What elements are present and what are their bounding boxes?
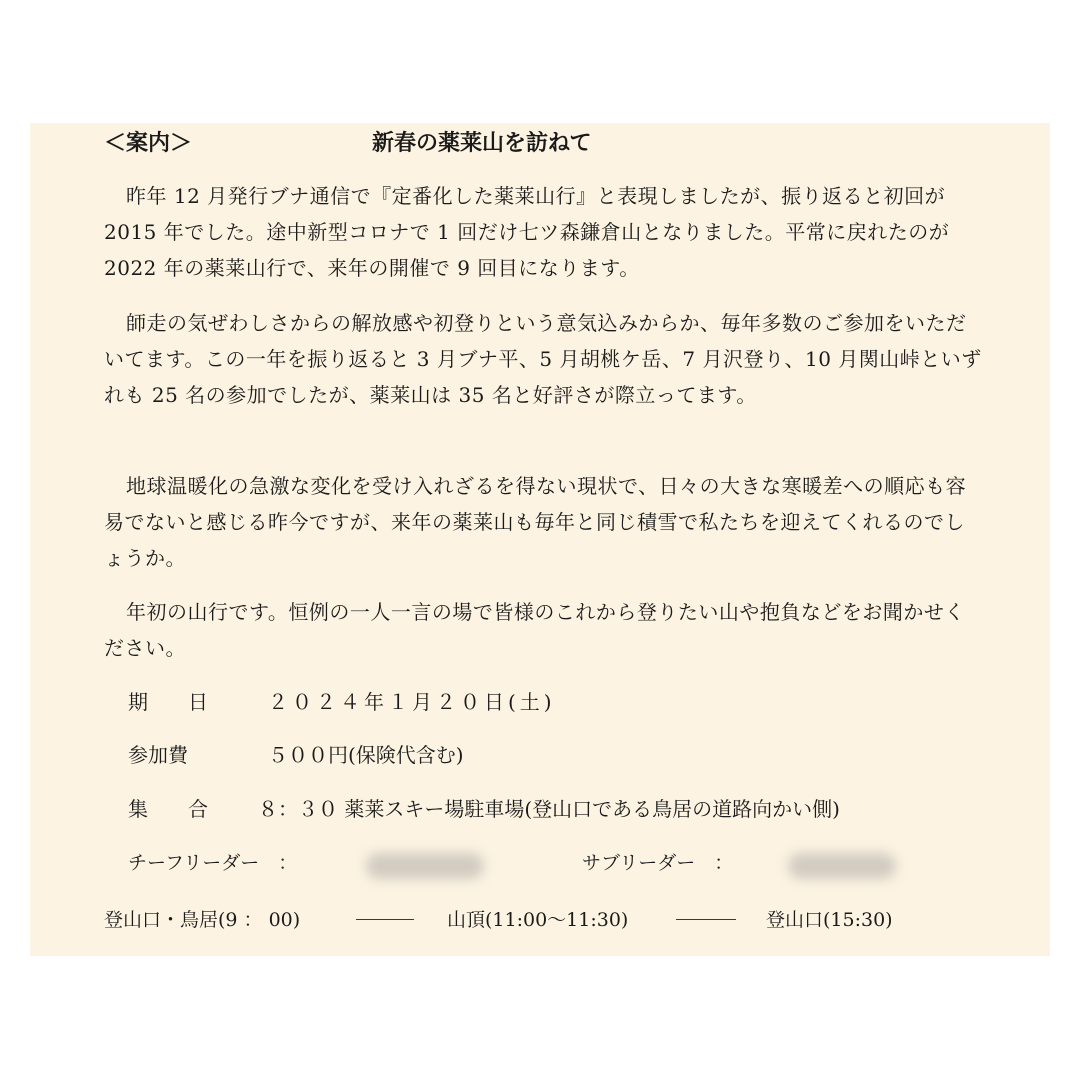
paragraph-3: 地球温暖化の急激な変化を受け入れざるを得ない現状で、日々の大きな寒暖差への順応も容易でないと感じる昨今ですが、来年の薬莱山も毎年と同じ積雪で私たちを迎えてくれるのでしょうか。: [104, 474, 967, 570]
paragraph-1: 昨年 12 月発行ブナ通信で『定番化した薬莱山行』と表現しましたが、振り返ると初回が 2015 年でした。途中新型コロナで 1 回だけ七ツ森鎌倉山となりました。平常に戻れたのが 2022 年の薬莱山行で、来年の開催で 9 回目になります。: [104, 184, 950, 280]
schedule-connector-2: [676, 919, 736, 920]
meeting-label: 集 合: [128, 797, 208, 821]
chief-leader-name-redacted: [366, 853, 484, 879]
schedule-connector-1: [356, 919, 414, 920]
schedule-summit: 山頂(11:00〜11:30): [447, 909, 629, 931]
paragraph-2: 師走の気ぜわしさからの解放感や初登りという意気込みからか、毎年多数のご参加をいただいてます。この一年を振り返ると 3 月ブナ平、5 月胡桃ケ岳、7 月沢登り、10 月関山峠といずれも 25 名の参加でしたが、薬莱山は 35 名と好評さが際立ってます。: [104, 311, 982, 407]
paragraph-4: 年初の山行です。恒例の一人一言の場で皆様のこれから登りたい山や抱負などをお聞かせください。: [104, 600, 965, 660]
sub-leader-label: サブリーダー ：: [582, 852, 734, 874]
date-label: 期 日: [128, 690, 208, 714]
date-value: ２０２４年１月２０日(土): [268, 690, 556, 714]
schedule-start: 登山口・鳥居(9 ： 00): [104, 909, 301, 931]
sub-leader-name-redacted: [788, 853, 896, 879]
meeting-value: ８：３０ 薬莱スキー場駐車場(登山口である鳥居の道路向かい側): [258, 797, 840, 821]
chief-leader-label: チーフリーダー ：: [128, 852, 298, 874]
notice-title: 新春の薬莱山を訪ねて: [372, 131, 592, 156]
fee-value: ５００円(保険代含む): [268, 743, 464, 767]
schedule-end: 登山口(15:30): [766, 909, 893, 931]
fee-label: 参加費: [128, 743, 188, 767]
notice-tag: ＜案内＞: [104, 131, 193, 156]
